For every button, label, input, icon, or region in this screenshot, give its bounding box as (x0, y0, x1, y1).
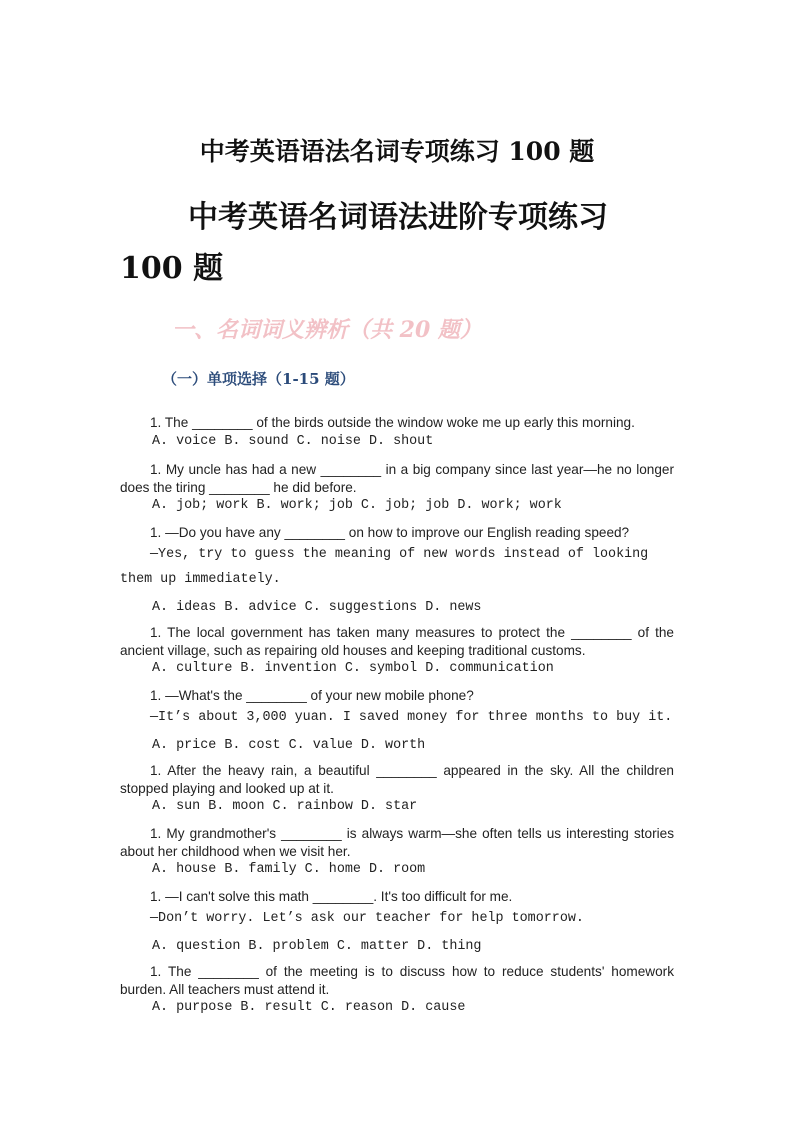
question-item (120, 414, 674, 451)
question-item (120, 825, 674, 879)
question-stem: 1. —I can't solve this math ________. It's too difficult for me. (150, 889, 513, 904)
question-options: A. purpose B. result C. reason D. cause (152, 1000, 466, 1015)
question-stem: 1. The ________ of the meeting is to discuss how to reduce students' homework burden. All teachers must attend it. (120, 964, 674, 997)
question-stem: 1. —What's the ________ of your new mobile phone? (150, 688, 474, 703)
question-options: A. ideas B. advice C. suggestions D. news (152, 599, 482, 615)
question-item (120, 762, 674, 816)
question-stem: 1. The ________ of the birds outside the window woke me up early this morning. (150, 415, 635, 430)
question-options: A. question B. problem C. matter D. thing (152, 938, 482, 954)
question-options: A. sun B. moon C. rainbow D. star (152, 799, 418, 814)
question-item (120, 524, 674, 617)
document-title: 中考英语语法名词专项练习 100 题 (199, 137, 595, 166)
question-reply: —Yes, try to guess the meaning of new words instead of looking them up immediately. (120, 546, 649, 587)
question-options: A. job; work B. work; job C. job; job D. work; work (152, 498, 562, 513)
question-item (120, 624, 674, 678)
question-reply: —It’s about 3,000 yuan. I saved money for three months to buy it. (150, 709, 673, 725)
question-item (120, 888, 674, 956)
question-options: A. price B. cost C. value D. worth (152, 737, 426, 753)
document-main-title: 中考英语名词语法进阶专项练习 100 题 (120, 200, 608, 286)
question-stem: 1. —Do you have any ________ on how to improve our English reading speed? (150, 525, 630, 540)
question-options: A. culture B. invention C. symbol D. communication (152, 661, 554, 676)
question-stem: 1. My uncle has had a new ________ in a big company since last year—he no longer does the tiring ________ he did before. (120, 462, 674, 495)
question-stem: 1. The local government has taken many measures to protect the ________ of the ancient village, such as repairing old houses and keeping traditional customs. (120, 625, 674, 658)
question-stem: 1. My grandmother's ________ is always warm—she often tells us interesting stories about her childhood when we visit her. (120, 826, 674, 859)
question-options: A. voice B. sound C. noise D. shout (152, 433, 434, 449)
question-item (120, 963, 674, 1017)
subsection-heading: （一）单项选择（1-15 题） (162, 370, 355, 388)
section-heading: 一、名词词义辨析（共 20 题） (172, 317, 482, 343)
question-item (120, 461, 674, 515)
question-reply: —Don’t worry. Let’s ask our teacher for help tomorrow. (150, 910, 584, 926)
question-options: A. house B. family C. home D. room (152, 862, 426, 877)
question-item (120, 687, 674, 755)
question-stem: 1. After the heavy rain, a beautiful ________ appeared in the sky. All the children stopped playing and looked up at it. (120, 763, 674, 796)
